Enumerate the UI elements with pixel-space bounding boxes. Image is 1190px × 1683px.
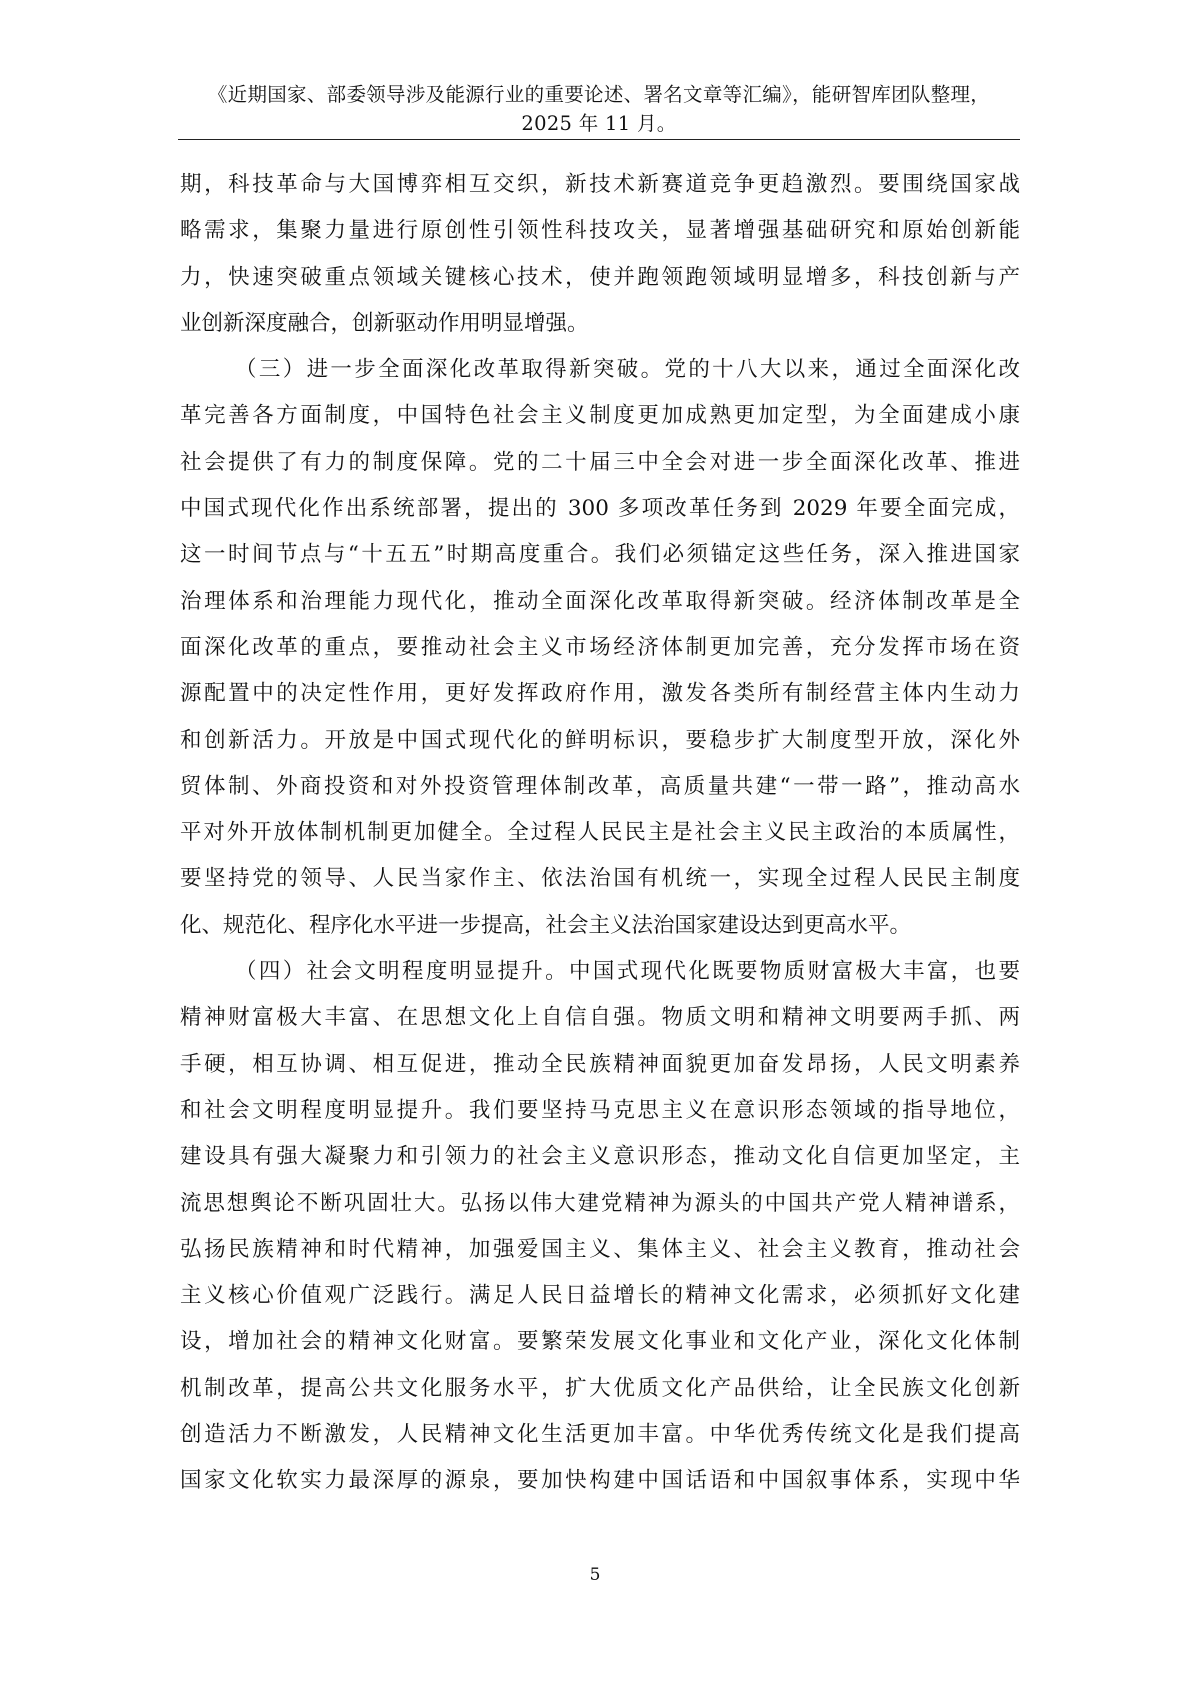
header-line-2: 2025 年 11 月。	[521, 112, 677, 135]
header-line-1: 《近期国家、部委领导涉及能源行业的重要论述、署名文章等汇编》，能研智库团队整理，	[207, 83, 991, 106]
page-number: 5	[589, 1565, 601, 1585]
body-line: 和社会文明程度明显提升。我们要坚持马克思主义在意识形态领域的指导地位，	[180, 1097, 1020, 1123]
page-header	[178, 80, 1020, 138]
body-line: 治理体系和治理能力现代化，推动全面深化改革取得新突破。经济体制改革是全	[180, 588, 1020, 614]
body-line: 设，增加社会的精神文化财富。要繁荣发展文化事业和文化产业，深化文化体制	[180, 1329, 1020, 1355]
body-line: 弘扬民族精神和时代精神，加强爱国主义、集体主义、社会主义教育，推动社会	[180, 1236, 1020, 1262]
body-line: 流思想舆论不断巩固壮大。弘扬以伟大建党精神为源头的中国共产党人精神谱系，	[180, 1190, 1020, 1216]
header-divider	[178, 139, 1020, 140]
body-line: 机制改革，提高公共文化服务水平，扩大优质文化产品供给，让全民族文化创新	[180, 1375, 1020, 1401]
body-line: 平对外开放体制机制更加健全。全过程人民民主是社会主义民主政治的本质属性，	[180, 820, 1020, 846]
section-heading-line: （四）社会文明程度明显提升。中国式现代化既要物质财富极大丰富，也要	[235, 959, 1020, 985]
body-line: 面深化改革的重点，要推动社会主义市场经济体制更加完善，充分发挥市场在资	[180, 634, 1020, 660]
document-body	[180, 162, 1020, 1505]
body-line: 和创新活力。开放是中国式现代化的鲜明标识，要稳步扩大制度型开放，深化外	[180, 727, 1020, 753]
body-line: 社会提供了有力的制度保障。党的二十届三中全会对进一步全面深化改革、推进	[180, 449, 1020, 475]
body-line: 创造活力不断激发，人民精神文化生活更加丰富。中华优秀传统文化是我们提高	[180, 1422, 1020, 1448]
body-line: 国家文化软实力最深厚的源泉，要加快构建中国话语和中国叙事体系，实现中华	[180, 1468, 1020, 1494]
body-line: 要坚持党的领导、人民当家作主、依法治国有机统一，实现全过程人民民主制度	[180, 866, 1020, 892]
body-line: 力，快速突破重点领域关键核心技术，使并跑领跑领域明显增多，科技创新与产	[180, 264, 1020, 290]
body-line: 化、规范化、程序化水平进一步提高，社会主义法治国家建设达到更高水平。	[180, 912, 912, 938]
body-line: 这一时间节点与“十五五”时期高度重合。我们必须锚定这些任务，深入推进国家	[180, 542, 1020, 568]
body-line: 贸体制、外商投资和对外投资管理体制改革，高质量共建“一带一路”，推动高水	[180, 773, 1020, 799]
body-line: 主义核心价值观广泛践行。满足人民日益增长的精神文化需求，必须抓好文化建	[180, 1283, 1020, 1309]
body-line: 业创新深度融合，创新驱动作用明显增强。	[180, 310, 589, 336]
body-line: 源配置中的决定性作用，更好发挥政府作用，激发各类所有制经营主体内生动力	[180, 681, 1020, 707]
body-line: 手硬，相互协调、相互促进，推动全民族精神面貌更加奋发昂扬，人民文明素养	[180, 1051, 1020, 1077]
body-line: 革完善各方面制度，中国特色社会主义制度更加成熟更加定型，为全面建成小康	[180, 403, 1020, 429]
body-line: 期，科技革命与大国博弈相互交织，新技术新赛道竞争更趋激烈。要围绕国家战	[180, 172, 1020, 197]
body-line: 中国式现代化作出系统部署，提出的 300 多项改革任务到 2029 年要全面完成，	[180, 496, 1020, 522]
body-line: 略需求，集聚力量进行原创性引领性科技攻关，显著增强基础研究和原始创新能	[180, 218, 1020, 244]
body-line: 建设具有强大凝聚力和引领力的社会主义意识形态，推动文化自信更加坚定，主	[180, 1144, 1020, 1170]
section-heading-line: （三）进一步全面深化改革取得新突破。党的十八大以来，通过全面深化改	[235, 357, 1020, 383]
body-line: 精神财富极大丰富、在思想文化上自信自强。物质文明和精神文明要两手抓、两	[180, 1005, 1020, 1031]
